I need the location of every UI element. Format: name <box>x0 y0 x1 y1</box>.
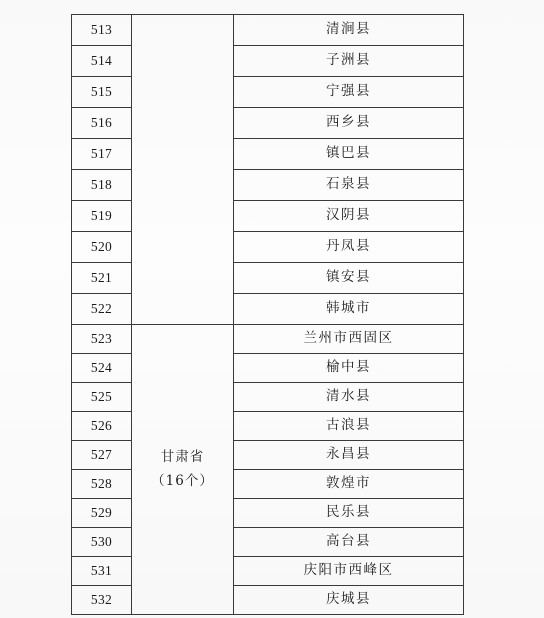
table-row <box>72 354 464 383</box>
row-number: 519 <box>72 201 132 232</box>
row-number: 520 <box>72 232 132 263</box>
province-name: 甘肃省 <box>160 449 205 465</box>
row-number: 516 <box>72 108 132 139</box>
county-name: 庆城县 <box>234 586 464 615</box>
row-number: 513 <box>72 15 132 46</box>
table-row <box>72 139 464 170</box>
table-row <box>72 383 464 412</box>
row-number: 522 <box>72 294 132 325</box>
table-row <box>72 77 464 108</box>
row-number: 528 <box>72 470 132 499</box>
table-row <box>72 557 464 586</box>
row-number: 515 <box>72 77 132 108</box>
row-number: 531 <box>72 557 132 586</box>
county-name: 清水县 <box>234 383 464 412</box>
county-name: 兰州市西固区 <box>234 325 464 354</box>
row-number: 525 <box>72 383 132 412</box>
county-name: 丹凤县 <box>234 232 464 263</box>
row-number: 523 <box>72 325 132 354</box>
table-row <box>72 441 464 470</box>
table-row <box>72 232 464 263</box>
county-name: 榆中县 <box>234 354 464 383</box>
table-row <box>72 15 464 46</box>
row-number: 527 <box>72 441 132 470</box>
county-name: 古浪县 <box>234 412 464 441</box>
province-county-count: （16个） <box>151 472 214 489</box>
province-cell <box>132 325 234 615</box>
county-name: 高台县 <box>234 528 464 557</box>
table-row <box>72 528 464 557</box>
row-number: 529 <box>72 499 132 528</box>
county-name: 子洲县 <box>234 46 464 77</box>
row-number: 521 <box>72 263 132 294</box>
county-name: 韩城市 <box>234 294 464 325</box>
county-name: 汉阴县 <box>234 201 464 232</box>
table-row <box>72 325 464 354</box>
table-row <box>72 470 464 499</box>
county-name: 庆阳市西峰区 <box>234 557 464 586</box>
county-name: 宁强县 <box>234 77 464 108</box>
table-row <box>72 499 464 528</box>
table-row <box>72 201 464 232</box>
table-row <box>72 263 464 294</box>
county-name: 敦煌市 <box>234 470 464 499</box>
row-number: 524 <box>72 354 132 383</box>
county-name: 石泉县 <box>234 170 464 201</box>
county-name: 镇巴县 <box>234 139 464 170</box>
table-row <box>72 412 464 441</box>
county-name: 民乐县 <box>234 499 464 528</box>
table-row <box>72 46 464 77</box>
table-row <box>72 108 464 139</box>
row-number: 532 <box>72 586 132 615</box>
row-number: 530 <box>72 528 132 557</box>
table-row <box>72 294 464 325</box>
row-number: 518 <box>72 170 132 201</box>
county-name: 清涧县 <box>234 15 464 46</box>
county-name: 西乡县 <box>234 108 464 139</box>
county-list-table <box>71 14 464 615</box>
row-number: 517 <box>72 139 132 170</box>
county-name: 镇安县 <box>234 263 464 294</box>
table-row <box>72 586 464 615</box>
row-number: 514 <box>72 46 132 77</box>
province-cell-continued <box>132 15 234 325</box>
county-name: 永昌县 <box>234 441 464 470</box>
table-row <box>72 170 464 201</box>
row-number: 526 <box>72 412 132 441</box>
